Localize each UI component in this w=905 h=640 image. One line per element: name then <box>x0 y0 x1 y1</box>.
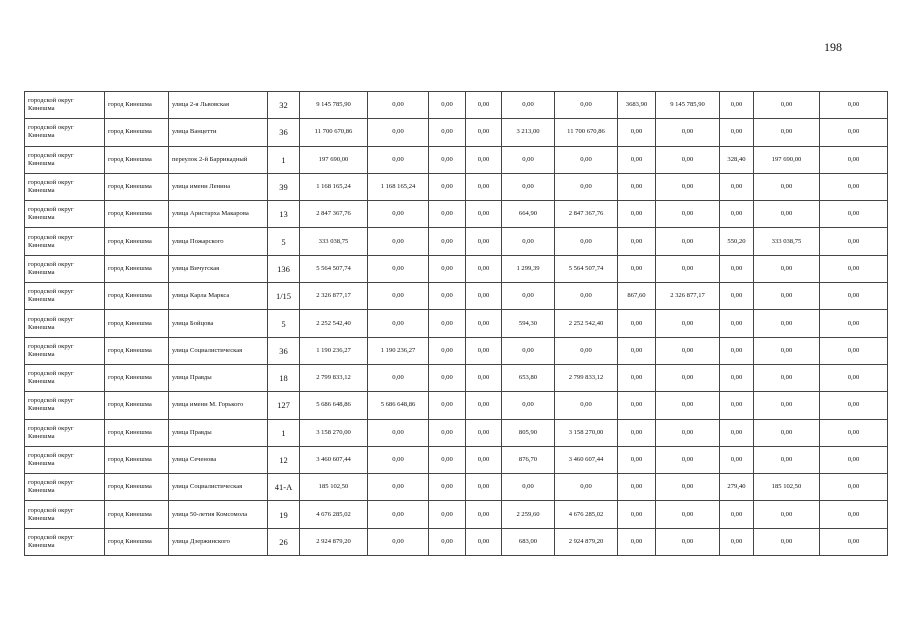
table-row <box>25 474 888 501</box>
cell-cost-col-14: 0,00 <box>754 173 820 200</box>
cell-area-col-13: 0,00 <box>720 419 754 446</box>
cell-area-col-11: 0,00 <box>618 255 656 282</box>
cell-street: улица Пожарского <box>169 228 268 255</box>
cell-cost-col-6: 0,00 <box>368 255 429 282</box>
cell-municipality: городской округ Кинешма <box>25 501 105 528</box>
cell-cost-col-15: 0,00 <box>820 310 888 337</box>
cell-house-number: 13 <box>268 201 300 228</box>
cell-cost-col-12: 0,00 <box>656 146 720 173</box>
cell-total-cost: 2 799 833,12 <box>300 364 368 391</box>
cell-cost-col-7: 0,00 <box>429 119 466 146</box>
cell-area-col-11: 0,00 <box>618 310 656 337</box>
cell-house-number: 39 <box>268 173 300 200</box>
cell-street: улица Правды <box>169 419 268 446</box>
cell-cost-col-7: 0,00 <box>429 146 466 173</box>
cell-area-col-11: 0,00 <box>618 173 656 200</box>
cell-cost-col-10: 2 847 367,76 <box>555 201 618 228</box>
cell-street: улица имени М. Горького <box>169 392 268 419</box>
cell-cost-col-8: 0,00 <box>466 201 502 228</box>
cell-area-col-13: 550,20 <box>720 228 754 255</box>
cell-area-col-9: 653,80 <box>502 364 555 391</box>
cell-settlement: город Кинешма <box>105 201 169 228</box>
table-row <box>25 201 888 228</box>
cell-cost-col-14: 0,00 <box>754 310 820 337</box>
cell-settlement: город Кинешма <box>105 228 169 255</box>
cell-cost-col-8: 0,00 <box>466 173 502 200</box>
cell-street: улица Правды <box>169 364 268 391</box>
cell-area-col-11: 0,00 <box>618 419 656 446</box>
cell-house-number: 136 <box>268 255 300 282</box>
cell-total-cost: 1 190 236,27 <box>300 337 368 364</box>
cell-area-col-9: 0,00 <box>502 146 555 173</box>
cell-area-col-13: 328,40 <box>720 146 754 173</box>
cell-municipality: городской округ Кинешма <box>25 364 105 391</box>
table-row <box>25 446 888 473</box>
cell-area-col-11: 0,00 <box>618 446 656 473</box>
cell-cost-col-14: 0,00 <box>754 283 820 310</box>
cell-area-col-13: 0,00 <box>720 119 754 146</box>
cell-house-number: 18 <box>268 364 300 391</box>
cell-cost-col-10: 11 700 670,86 <box>555 119 618 146</box>
cell-area-col-11: 0,00 <box>618 201 656 228</box>
table-row <box>25 283 888 310</box>
cell-cost-col-15: 0,00 <box>820 228 888 255</box>
cell-cost-col-10: 2 799 833,12 <box>555 364 618 391</box>
table-row <box>25 310 888 337</box>
cell-cost-col-14: 0,00 <box>754 528 820 555</box>
cell-cost-col-6: 0,00 <box>368 474 429 501</box>
cell-settlement: город Кинешма <box>105 92 169 119</box>
cell-street: улица Ванцетти <box>169 119 268 146</box>
cell-cost-col-14: 185 102,50 <box>754 474 820 501</box>
cell-cost-col-14: 0,00 <box>754 337 820 364</box>
cell-area-col-9: 0,00 <box>502 92 555 119</box>
cell-total-cost: 3 460 607,44 <box>300 446 368 473</box>
table-row <box>25 528 888 555</box>
cell-cost-col-15: 0,00 <box>820 446 888 473</box>
cell-total-cost: 4 676 285,02 <box>300 501 368 528</box>
cell-cost-col-8: 0,00 <box>466 283 502 310</box>
cell-cost-col-10: 0,00 <box>555 92 618 119</box>
cell-total-cost: 333 038,75 <box>300 228 368 255</box>
cell-area-col-11: 0,00 <box>618 337 656 364</box>
cell-cost-col-7: 0,00 <box>429 474 466 501</box>
cell-area-col-11: 0,00 <box>618 146 656 173</box>
cell-settlement: город Кинешма <box>105 392 169 419</box>
cell-cost-col-15: 0,00 <box>820 283 888 310</box>
cell-municipality: городской округ Кинешма <box>25 119 105 146</box>
cell-cost-col-10: 0,00 <box>555 474 618 501</box>
cell-settlement: город Кинешма <box>105 283 169 310</box>
cell-area-col-9: 3 213,00 <box>502 119 555 146</box>
cell-settlement: город Кинешма <box>105 474 169 501</box>
cell-cost-col-6: 1 168 165,24 <box>368 173 429 200</box>
cell-area-col-9: 594,30 <box>502 310 555 337</box>
cell-cost-col-15: 0,00 <box>820 364 888 391</box>
table-row <box>25 119 888 146</box>
cell-settlement: город Кинешма <box>105 146 169 173</box>
cell-cost-col-12: 0,00 <box>656 501 720 528</box>
cell-cost-col-8: 0,00 <box>466 419 502 446</box>
cell-house-number: 41-А <box>268 474 300 501</box>
cell-house-number: 32 <box>268 92 300 119</box>
cell-settlement: город Кинешма <box>105 419 169 446</box>
cell-area-col-11: 0,00 <box>618 501 656 528</box>
cell-cost-col-6: 0,00 <box>368 310 429 337</box>
cell-cost-col-12: 0,00 <box>656 392 720 419</box>
cell-area-col-13: 0,00 <box>720 173 754 200</box>
cell-area-col-13: 0,00 <box>720 337 754 364</box>
cell-cost-col-6: 0,00 <box>368 501 429 528</box>
cell-area-col-13: 0,00 <box>720 201 754 228</box>
cell-cost-col-8: 0,00 <box>466 228 502 255</box>
cell-total-cost: 2 847 367,76 <box>300 201 368 228</box>
cell-cost-col-12: 2 326 877,17 <box>656 283 720 310</box>
cell-cost-col-7: 0,00 <box>429 501 466 528</box>
cell-cost-col-7: 0,00 <box>429 255 466 282</box>
cell-municipality: городской округ Кинешма <box>25 228 105 255</box>
cell-cost-col-15: 0,00 <box>820 337 888 364</box>
cell-street: улица 50-летия Комсомола <box>169 501 268 528</box>
cell-total-cost: 185 102,50 <box>300 474 368 501</box>
cell-area-col-13: 0,00 <box>720 92 754 119</box>
cell-cost-col-7: 0,00 <box>429 173 466 200</box>
cell-cost-col-7: 0,00 <box>429 283 466 310</box>
cell-area-col-11: 0,00 <box>618 474 656 501</box>
cell-cost-col-14: 197 690,00 <box>754 146 820 173</box>
cell-cost-col-10: 2 252 542,40 <box>555 310 618 337</box>
cell-area-col-11: 0,00 <box>618 392 656 419</box>
cell-street: улица Дзержинского <box>169 528 268 555</box>
cell-house-number: 5 <box>268 310 300 337</box>
cell-settlement: город Кинешма <box>105 501 169 528</box>
cell-area-col-11: 0,00 <box>618 528 656 555</box>
cell-settlement: город Кинешма <box>105 119 169 146</box>
cell-cost-col-12: 0,00 <box>656 337 720 364</box>
cell-total-cost: 5 686 648,86 <box>300 392 368 419</box>
table-row <box>25 92 888 119</box>
cell-cost-col-10: 0,00 <box>555 392 618 419</box>
cell-settlement: город Кинешма <box>105 310 169 337</box>
cell-cost-col-7: 0,00 <box>429 201 466 228</box>
cell-cost-col-7: 0,00 <box>429 528 466 555</box>
cell-cost-col-7: 0,00 <box>429 92 466 119</box>
cell-cost-col-12: 0,00 <box>656 119 720 146</box>
cell-cost-col-6: 0,00 <box>368 364 429 391</box>
table-row <box>25 228 888 255</box>
cell-cost-col-14: 0,00 <box>754 364 820 391</box>
cell-cost-col-14: 0,00 <box>754 255 820 282</box>
cell-municipality: городской округ Кинешма <box>25 419 105 446</box>
cell-cost-col-12: 0,00 <box>656 528 720 555</box>
cell-cost-col-12: 0,00 <box>656 228 720 255</box>
cell-cost-col-7: 0,00 <box>429 364 466 391</box>
cell-area-col-13: 0,00 <box>720 283 754 310</box>
cell-total-cost: 5 564 507,74 <box>300 255 368 282</box>
cell-municipality: городской округ Кинешма <box>25 173 105 200</box>
cell-cost-col-6: 0,00 <box>368 119 429 146</box>
cell-area-col-9: 1 299,39 <box>502 255 555 282</box>
cell-street: улица 2-я Львовская <box>169 92 268 119</box>
cell-cost-col-15: 0,00 <box>820 173 888 200</box>
cell-street: улица имени Ленина <box>169 173 268 200</box>
cell-street: улица Сеченова <box>169 446 268 473</box>
cell-municipality: городской округ Кинешма <box>25 201 105 228</box>
cell-settlement: город Кинешма <box>105 337 169 364</box>
cell-cost-col-6: 0,00 <box>368 446 429 473</box>
cell-street: переулок 2-й Баррикадный <box>169 146 268 173</box>
cell-cost-col-12: 0,00 <box>656 310 720 337</box>
cell-municipality: городской округ Кинешма <box>25 255 105 282</box>
cell-total-cost: 1 168 165,24 <box>300 173 368 200</box>
cell-cost-col-14: 333 038,75 <box>754 228 820 255</box>
cell-cost-col-15: 0,00 <box>820 201 888 228</box>
cell-house-number: 19 <box>268 501 300 528</box>
table-row <box>25 173 888 200</box>
cell-cost-col-10: 3 460 607,44 <box>555 446 618 473</box>
cell-area-col-9: 664,90 <box>502 201 555 228</box>
cell-cost-col-10: 2 924 879,20 <box>555 528 618 555</box>
cell-cost-col-6: 0,00 <box>368 228 429 255</box>
cell-cost-col-8: 0,00 <box>466 255 502 282</box>
cell-area-col-11: 0,00 <box>618 119 656 146</box>
cell-house-number: 127 <box>268 392 300 419</box>
cell-municipality: городской округ Кинешма <box>25 283 105 310</box>
cell-cost-col-8: 0,00 <box>466 92 502 119</box>
cell-cost-col-7: 0,00 <box>429 337 466 364</box>
cell-cost-col-6: 0,00 <box>368 146 429 173</box>
cell-cost-col-15: 0,00 <box>820 92 888 119</box>
cell-cost-col-12: 0,00 <box>656 173 720 200</box>
cell-cost-col-8: 0,00 <box>466 146 502 173</box>
table-row <box>25 392 888 419</box>
cell-cost-col-6: 0,00 <box>368 528 429 555</box>
cell-cost-col-15: 0,00 <box>820 419 888 446</box>
cell-cost-col-10: 0,00 <box>555 146 618 173</box>
cell-settlement: город Кинешма <box>105 446 169 473</box>
cell-area-col-11: 867,60 <box>618 283 656 310</box>
cell-municipality: городской округ Кинешма <box>25 446 105 473</box>
cell-cost-col-15: 0,00 <box>820 474 888 501</box>
cell-cost-col-12: 0,00 <box>656 446 720 473</box>
cell-cost-col-14: 0,00 <box>754 201 820 228</box>
cell-area-col-11: 0,00 <box>618 364 656 391</box>
cell-cost-col-6: 1 190 236,27 <box>368 337 429 364</box>
cell-house-number: 1/15 <box>268 283 300 310</box>
cell-cost-col-10: 3 158 270,00 <box>555 419 618 446</box>
cell-house-number: 1 <box>268 146 300 173</box>
cell-cost-col-8: 0,00 <box>466 392 502 419</box>
cell-area-col-13: 0,00 <box>720 255 754 282</box>
cell-municipality: городской округ Кинешма <box>25 337 105 364</box>
cell-cost-col-8: 0,00 <box>466 528 502 555</box>
cell-area-col-9: 683,00 <box>502 528 555 555</box>
cell-area-col-13: 279,40 <box>720 474 754 501</box>
cell-cost-col-6: 0,00 <box>368 419 429 446</box>
cell-area-col-9: 0,00 <box>502 474 555 501</box>
cell-area-col-13: 0,00 <box>720 392 754 419</box>
cell-municipality: городской округ Кинешма <box>25 528 105 555</box>
cell-street: улица Карла Маркса <box>169 283 268 310</box>
cell-cost-col-15: 0,00 <box>820 392 888 419</box>
cell-cost-col-6: 0,00 <box>368 201 429 228</box>
cell-cost-col-14: 0,00 <box>754 119 820 146</box>
table-row <box>25 146 888 173</box>
cell-cost-col-6: 5 686 648,86 <box>368 392 429 419</box>
cell-cost-col-10: 0,00 <box>555 283 618 310</box>
cell-cost-col-15: 0,00 <box>820 501 888 528</box>
cell-cost-col-8: 0,00 <box>466 474 502 501</box>
cell-total-cost: 2 924 879,20 <box>300 528 368 555</box>
cell-cost-col-10: 0,00 <box>555 337 618 364</box>
cell-municipality: городской округ Кинешма <box>25 474 105 501</box>
cell-street: улица Аристарха Макарова <box>169 201 268 228</box>
cell-cost-col-7: 0,00 <box>429 446 466 473</box>
cell-cost-col-12: 0,00 <box>656 201 720 228</box>
cell-house-number: 36 <box>268 119 300 146</box>
address-register-table <box>24 91 888 556</box>
cell-cost-col-14: 0,00 <box>754 446 820 473</box>
cell-cost-col-12: 9 145 785,90 <box>656 92 720 119</box>
cell-settlement: город Кинешма <box>105 255 169 282</box>
cell-total-cost: 2 326 877,17 <box>300 283 368 310</box>
cell-cost-col-7: 0,00 <box>429 392 466 419</box>
cell-cost-col-12: 0,00 <box>656 419 720 446</box>
cell-total-cost: 9 145 785,90 <box>300 92 368 119</box>
cell-street: улица Социалистическая <box>169 474 268 501</box>
cell-municipality: городской округ Кинешма <box>25 146 105 173</box>
cell-cost-col-10: 5 564 507,74 <box>555 255 618 282</box>
cell-cost-col-7: 0,00 <box>429 310 466 337</box>
cell-settlement: город Кинешма <box>105 173 169 200</box>
cell-area-col-9: 876,70 <box>502 446 555 473</box>
cell-cost-col-6: 0,00 <box>368 283 429 310</box>
cell-cost-col-14: 0,00 <box>754 92 820 119</box>
cell-cost-col-12: 0,00 <box>656 255 720 282</box>
cell-area-col-9: 2 259,60 <box>502 501 555 528</box>
cell-cost-col-8: 0,00 <box>466 310 502 337</box>
cell-total-cost: 11 700 670,86 <box>300 119 368 146</box>
cell-house-number: 36 <box>268 337 300 364</box>
cell-cost-col-14: 0,00 <box>754 501 820 528</box>
cell-settlement: город Кинешма <box>105 364 169 391</box>
cell-house-number: 26 <box>268 528 300 555</box>
table-body <box>25 92 888 556</box>
cell-cost-col-12: 0,00 <box>656 474 720 501</box>
page-number: 198 <box>824 40 842 54</box>
cell-area-col-9: 0,00 <box>502 228 555 255</box>
cell-municipality: городской округ Кинешма <box>25 392 105 419</box>
cell-area-col-13: 0,00 <box>720 501 754 528</box>
table-row <box>25 501 888 528</box>
cell-area-col-9: 0,00 <box>502 173 555 200</box>
cell-cost-col-15: 0,00 <box>820 119 888 146</box>
table-row <box>25 337 888 364</box>
cell-cost-col-7: 0,00 <box>429 228 466 255</box>
table-row <box>25 419 888 446</box>
cell-municipality: городской округ Кинешма <box>25 92 105 119</box>
cell-cost-col-8: 0,00 <box>466 337 502 364</box>
cell-cost-col-15: 0,00 <box>820 528 888 555</box>
table-row <box>25 255 888 282</box>
cell-cost-col-15: 0,00 <box>820 146 888 173</box>
cell-area-col-9: 0,00 <box>502 392 555 419</box>
cell-cost-col-8: 0,00 <box>466 364 502 391</box>
cell-area-col-13: 0,00 <box>720 364 754 391</box>
cell-area-col-13: 0,00 <box>720 446 754 473</box>
cell-total-cost: 2 252 542,40 <box>300 310 368 337</box>
cell-cost-col-8: 0,00 <box>466 446 502 473</box>
cell-house-number: 5 <box>268 228 300 255</box>
cell-house-number: 1 <box>268 419 300 446</box>
cell-cost-col-14: 0,00 <box>754 419 820 446</box>
cell-street: улица Социалистическая <box>169 337 268 364</box>
cell-house-number: 12 <box>268 446 300 473</box>
cell-area-col-11: 0,00 <box>618 228 656 255</box>
cell-street: улица Вичугская <box>169 255 268 282</box>
cell-municipality: городской округ Кинешма <box>25 310 105 337</box>
cell-area-col-9: 0,00 <box>502 337 555 364</box>
cell-total-cost: 3 158 270,00 <box>300 419 368 446</box>
cell-cost-col-10: 0,00 <box>555 228 618 255</box>
table-row <box>25 364 888 391</box>
cell-area-col-13: 0,00 <box>720 528 754 555</box>
cell-cost-col-8: 0,00 <box>466 501 502 528</box>
cell-cost-col-8: 0,00 <box>466 119 502 146</box>
cell-cost-col-14: 0,00 <box>754 392 820 419</box>
cell-area-col-9: 0,00 <box>502 283 555 310</box>
cell-cost-col-6: 0,00 <box>368 92 429 119</box>
cell-total-cost: 197 690,00 <box>300 146 368 173</box>
cell-cost-col-15: 0,00 <box>820 255 888 282</box>
cell-area-col-9: 805,90 <box>502 419 555 446</box>
cell-cost-col-12: 0,00 <box>656 364 720 391</box>
cell-cost-col-10: 0,00 <box>555 173 618 200</box>
cell-settlement: город Кинешма <box>105 528 169 555</box>
cell-area-col-13: 0,00 <box>720 310 754 337</box>
cell-street: улица Бойцова <box>169 310 268 337</box>
cell-area-col-11: 3683,90 <box>618 92 656 119</box>
cell-cost-col-10: 4 676 285,02 <box>555 501 618 528</box>
cell-cost-col-7: 0,00 <box>429 419 466 446</box>
